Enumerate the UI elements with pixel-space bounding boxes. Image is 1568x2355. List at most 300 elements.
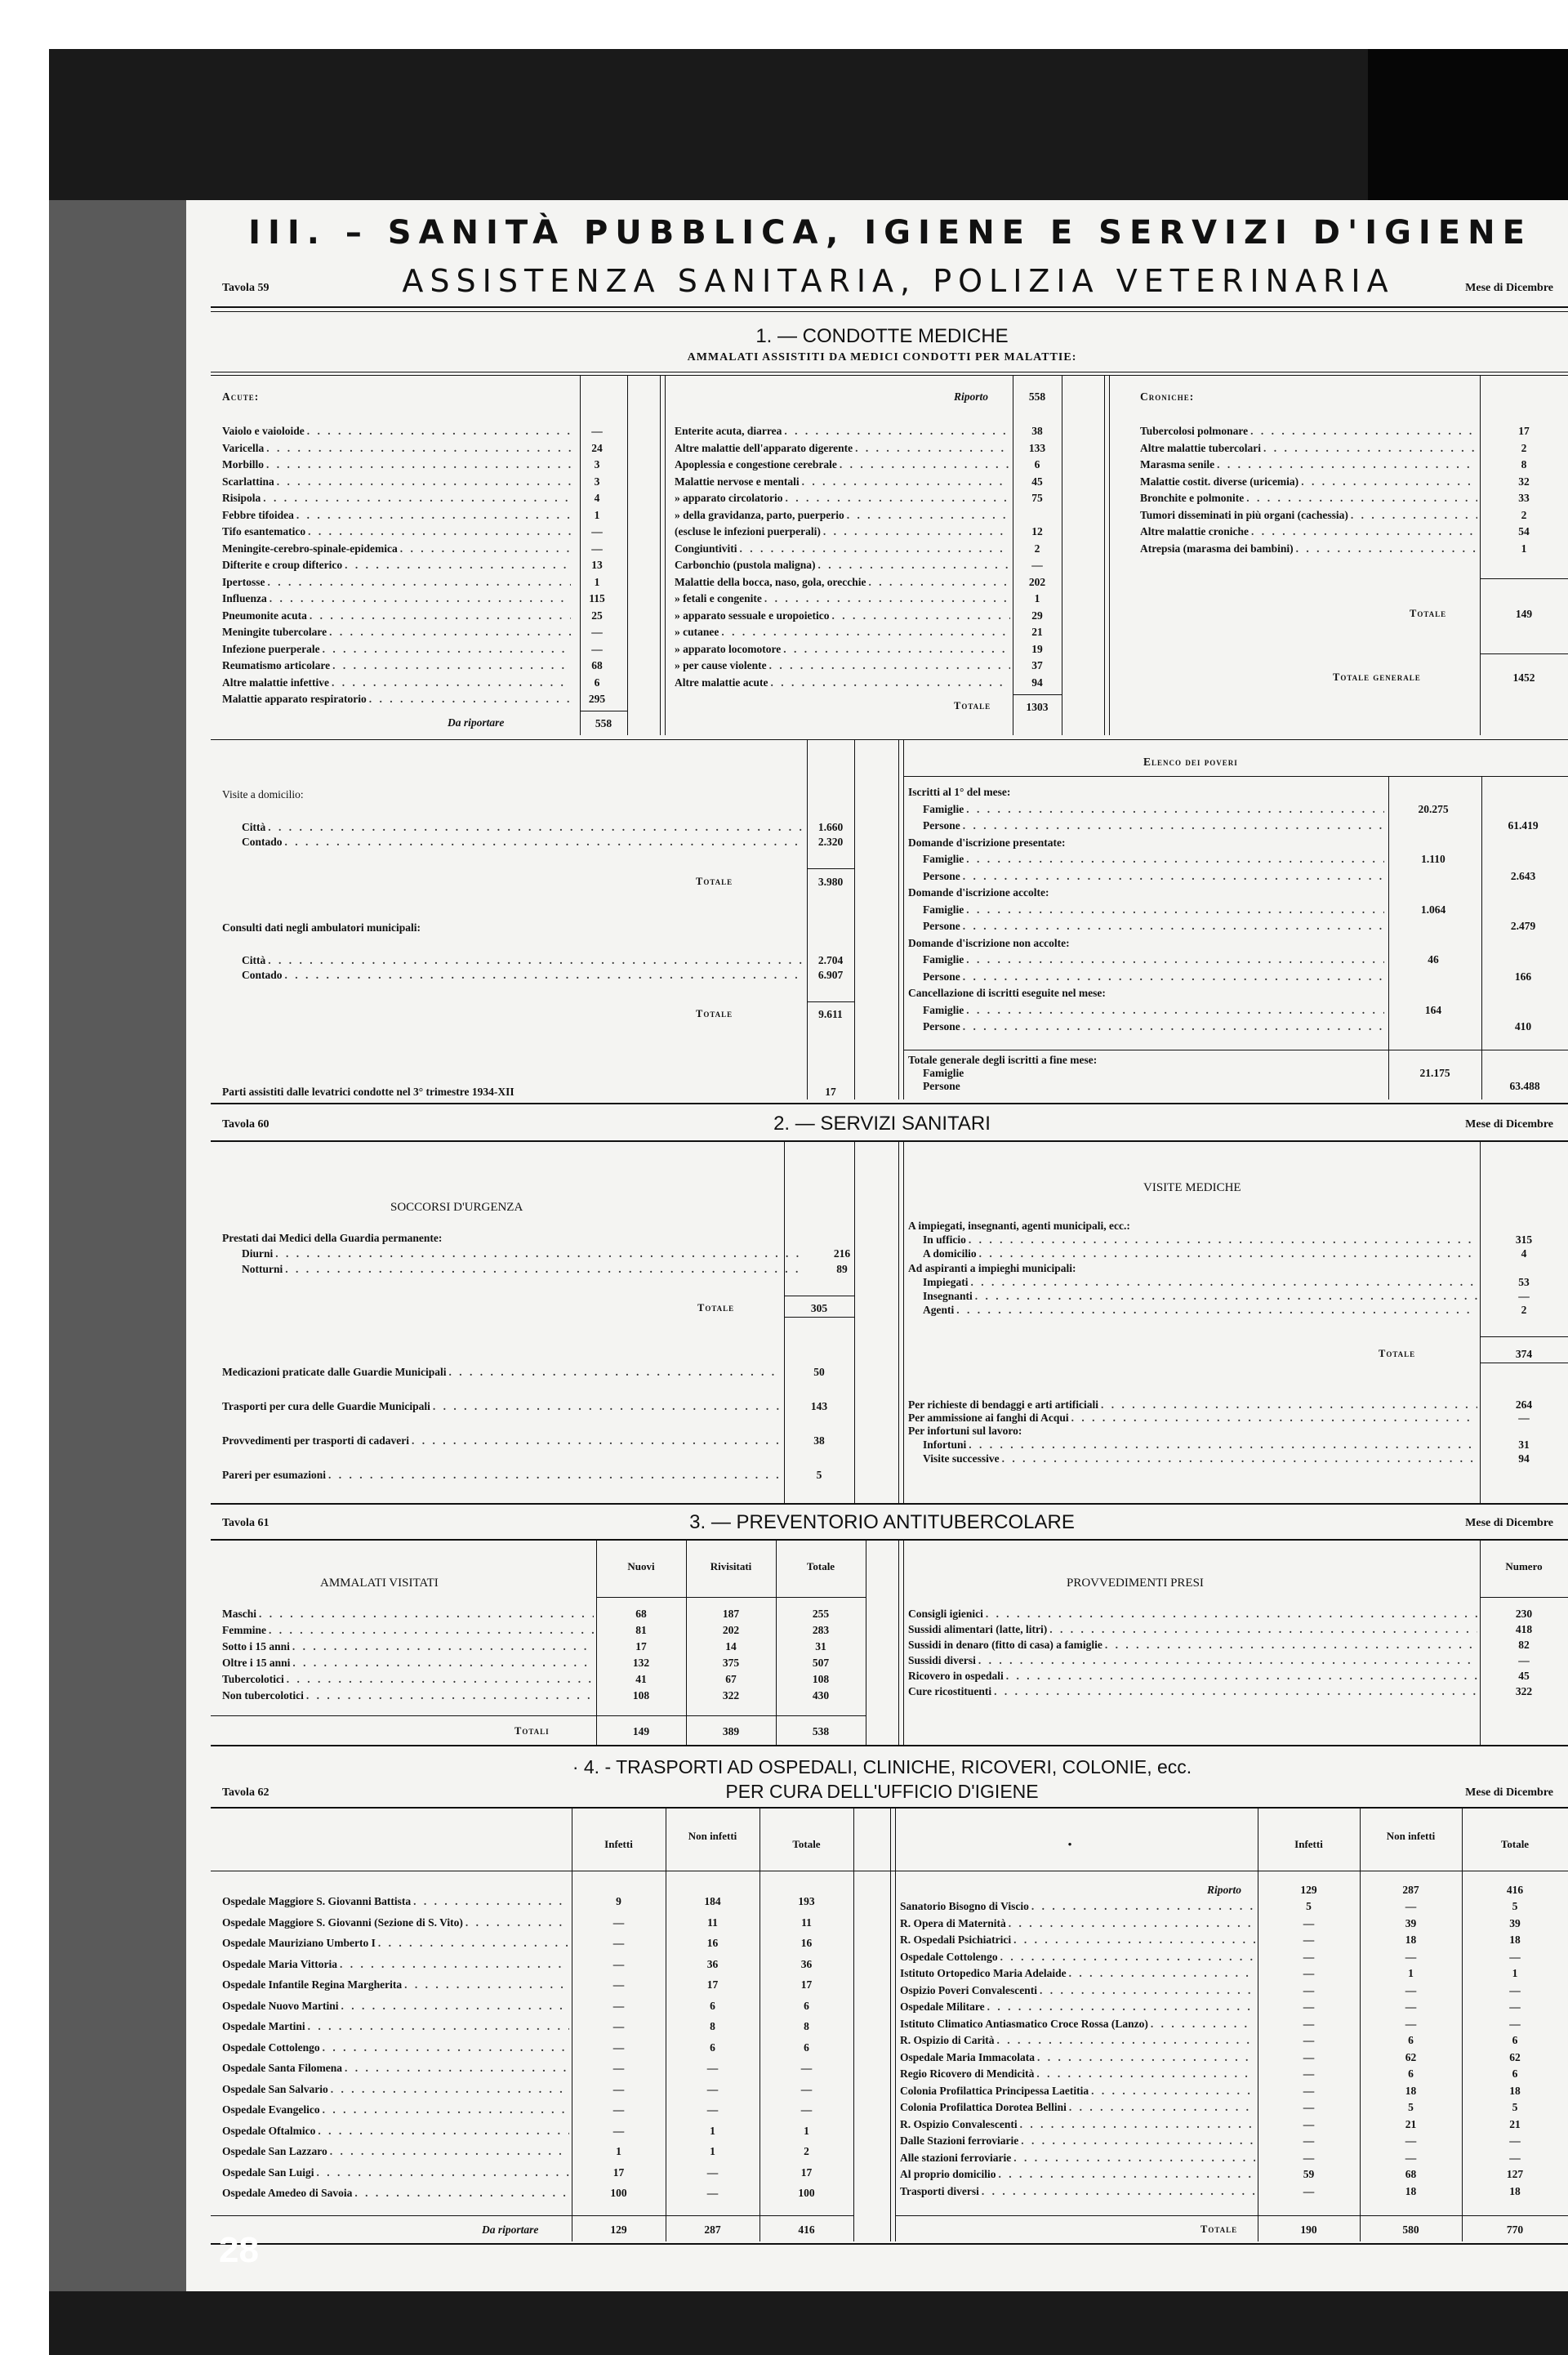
list-heading bbox=[908, 937, 1566, 954]
dot-leader bbox=[966, 853, 1384, 866]
list-item bbox=[908, 1020, 1566, 1037]
list-item bbox=[222, 1366, 825, 1400]
item-value: 1 bbox=[594, 508, 600, 521]
item-label: Famiglie bbox=[923, 903, 964, 916]
list-item bbox=[908, 1608, 1533, 1623]
list-item bbox=[242, 1247, 851, 1263]
row-cell-t: 127 bbox=[1506, 2168, 1524, 2180]
item-label: Impiegati bbox=[923, 1276, 969, 1288]
list-item bbox=[1140, 475, 1530, 493]
column-rule bbox=[854, 740, 855, 1099]
item-value: 12 bbox=[1031, 525, 1043, 537]
row-cell-t: — bbox=[1509, 2000, 1521, 2013]
dot-leader bbox=[1246, 492, 1477, 505]
row-cell-n: 8 bbox=[710, 2020, 715, 2032]
table-row bbox=[900, 2051, 1568, 2064]
dot-leader bbox=[433, 1400, 782, 1413]
col-infetti: Infetti bbox=[604, 1838, 633, 1850]
row-label: Alle stazioni ferroviarie bbox=[900, 2151, 1012, 2164]
row-label: Colonia Profilattica Dorotea Bellini bbox=[900, 2101, 1067, 2113]
row-cell-i: — bbox=[1303, 2000, 1315, 2013]
column-rule bbox=[853, 1809, 854, 2241]
item-label: Tubercolosi polmonare bbox=[1140, 425, 1249, 437]
row-cell-t: 39 bbox=[1509, 1916, 1521, 1929]
row-cell-t: 18 bbox=[1509, 2084, 1521, 2097]
list-item bbox=[222, 575, 600, 593]
table-row bbox=[222, 1689, 866, 1702]
dot-leader bbox=[1002, 1452, 1477, 1465]
row-label: Ospedale Maggiore S. Giovanni Battista bbox=[222, 1895, 412, 1907]
row-label: Ospedale Maggiore S. Giovanni (Sezione di S. Vito) bbox=[222, 1916, 463, 1929]
list-item bbox=[675, 592, 1040, 609]
provvedimenti-list bbox=[908, 1608, 1533, 1701]
section-rule bbox=[211, 2243, 1568, 2245]
list-item bbox=[222, 676, 600, 694]
consulti-list bbox=[242, 954, 844, 983]
row-cell-n: — bbox=[706, 2062, 719, 2074]
dot-leader bbox=[275, 1247, 804, 1260]
dot-leader bbox=[323, 2041, 569, 2054]
column-rule bbox=[627, 376, 628, 735]
row-cell-i: — bbox=[1303, 2101, 1315, 2113]
item-value: 24 bbox=[591, 441, 603, 454]
row-inner bbox=[900, 1967, 1568, 1980]
row-label: R. Ospizio Convalescenti bbox=[900, 2117, 1018, 2130]
column-rule bbox=[903, 1541, 904, 1745]
table-row bbox=[900, 2018, 1568, 2031]
tr-rp-totale: 416 bbox=[1506, 1884, 1524, 1896]
row-label: Ospedale Santa Filomena bbox=[222, 2062, 343, 2074]
bullet-icon: • bbox=[1067, 1838, 1072, 1850]
dot-leader bbox=[999, 2168, 1255, 2181]
item-label: Contado bbox=[242, 969, 283, 981]
altri-list bbox=[222, 1366, 828, 1503]
row-cell-i: — bbox=[1303, 2017, 1315, 2030]
list-item bbox=[222, 559, 603, 576]
subtotal-rule bbox=[807, 1001, 854, 1002]
row-label: Ospedale Martini bbox=[222, 2020, 305, 2032]
item-label: Sussidi alimentari (latte, litri) bbox=[908, 1623, 1048, 1635]
row-cell-n: 1 bbox=[1408, 1967, 1414, 1979]
item-value-b: 2.479 bbox=[1510, 920, 1536, 932]
row-cell-t: 16 bbox=[800, 1937, 813, 1949]
dot-leader bbox=[971, 1276, 1478, 1289]
col-numero: Numero bbox=[1505, 1560, 1543, 1572]
row-cell-n: 68 bbox=[1405, 2168, 1417, 2180]
parti-label: Parti assistiti dalle levatrici condotte nel 3° trimestre 1934-XII bbox=[222, 1086, 514, 1098]
row-cell-i: — bbox=[612, 1916, 625, 1929]
row-inner bbox=[222, 2103, 853, 2116]
item-value: 1 bbox=[1521, 542, 1527, 555]
row-cell-t: 11 bbox=[801, 1916, 812, 1929]
prestati-total-label: Totale bbox=[697, 1302, 735, 1314]
row-inner bbox=[900, 2101, 1568, 2114]
middle-list bbox=[675, 425, 1046, 693]
row-inner bbox=[900, 2168, 1568, 2181]
row-label: R. Opera di Maternità bbox=[900, 1916, 1006, 1929]
item-value: 3 bbox=[594, 475, 600, 488]
list-item bbox=[908, 819, 1566, 836]
item-value: 2 bbox=[1521, 508, 1527, 521]
row-cell-t: 8 bbox=[804, 2020, 809, 2032]
row-cell-t: 21 bbox=[1509, 2117, 1521, 2130]
row-inner bbox=[900, 2051, 1568, 2064]
list-item bbox=[242, 969, 844, 983]
row-cell-t: 255 bbox=[812, 1608, 830, 1620]
table-row bbox=[222, 1916, 853, 1929]
list-item bbox=[675, 525, 1043, 542]
row-inner bbox=[222, 2041, 853, 2054]
row-cell-n: 132 bbox=[632, 1657, 650, 1669]
croniche-list bbox=[1140, 425, 1530, 559]
ammalati-title: AMMALATI VISITATI bbox=[320, 1577, 439, 1590]
subtotal-rule bbox=[807, 868, 854, 869]
dot-leader bbox=[268, 576, 572, 589]
list-item bbox=[222, 642, 603, 660]
item-value: 75 bbox=[1031, 492, 1043, 504]
row-cell-t: 108 bbox=[812, 1673, 830, 1685]
impiegati-list bbox=[923, 1233, 1533, 1261]
item-value: 25 bbox=[591, 609, 603, 622]
item-value: 4 bbox=[1521, 1247, 1527, 1260]
dot-leader bbox=[1069, 2101, 1255, 2114]
dot-leader bbox=[1000, 1951, 1255, 1964]
list-heading bbox=[908, 786, 1566, 803]
row-cell-n: 18 bbox=[1405, 2084, 1417, 2097]
list-item bbox=[222, 492, 600, 509]
row-cell-n: — bbox=[1405, 2017, 1417, 2030]
row-cell-t: — bbox=[1509, 2134, 1521, 2147]
row-cell-n: 6 bbox=[710, 2041, 715, 2054]
col-non-infetti: Non infetti bbox=[688, 1830, 737, 1842]
item-value: 38 bbox=[813, 1434, 825, 1447]
column-rule bbox=[580, 376, 581, 735]
dot-leader bbox=[354, 2187, 569, 2200]
row-label: Femmine bbox=[222, 1624, 266, 1636]
item-label: Congiuntiviti bbox=[675, 542, 737, 555]
grand-total-label: Totale generale bbox=[1333, 671, 1421, 683]
col-infetti-r: Infetti bbox=[1294, 1838, 1323, 1850]
list-item bbox=[222, 609, 603, 627]
dot-leader bbox=[308, 2020, 569, 2033]
row-cell-i: — bbox=[612, 1978, 625, 1991]
tavola-label: Tavola 59 bbox=[222, 282, 270, 294]
item-label: Difterite e croup difterico bbox=[222, 559, 343, 571]
tavola-label: Tavola 60 bbox=[222, 1118, 270, 1131]
item-value: 295 bbox=[588, 693, 606, 705]
condotte-title: 1. — CONDOTTE MEDICHE bbox=[755, 325, 1009, 347]
row-cell-t: — bbox=[800, 2103, 813, 2116]
row-cell-i: — bbox=[1303, 1934, 1315, 1946]
dot-leader bbox=[847, 509, 1010, 522]
row-cell-n: 11 bbox=[707, 1916, 718, 1929]
table-row bbox=[900, 2134, 1568, 2148]
list-item bbox=[923, 1233, 1533, 1247]
item-label: Medicazioni praticate dalle Guardie Municipali bbox=[222, 1366, 447, 1378]
riporto-label: Riporto bbox=[954, 390, 989, 403]
row-label: Regio Ricovero di Mendicità bbox=[900, 2067, 1035, 2080]
subtotal-rule bbox=[1480, 1336, 1568, 1337]
col-nuovi: Nuovi bbox=[627, 1560, 655, 1572]
dot-leader bbox=[966, 953, 1384, 966]
row-cell-n: 5 bbox=[1408, 2101, 1414, 2113]
item-label: » cutanee bbox=[675, 626, 719, 638]
row-cell-t: 18 bbox=[1509, 1934, 1521, 1946]
table-row bbox=[222, 2020, 853, 2033]
dot-leader bbox=[1013, 1934, 1255, 1947]
table-row bbox=[222, 1937, 853, 1950]
dot-leader bbox=[1036, 2067, 1255, 2081]
item-value: 6 bbox=[594, 676, 600, 689]
dot-leader bbox=[1021, 2134, 1255, 2148]
dot-leader bbox=[268, 821, 804, 834]
subsection-heading: ASSISTENZA SANITARIA, POLIZIA VETERINARIA bbox=[402, 263, 1395, 299]
dot-leader bbox=[285, 836, 804, 849]
list-item bbox=[222, 592, 605, 609]
item-value: 2 bbox=[1521, 441, 1527, 454]
item-label: In ufficio bbox=[923, 1233, 966, 1246]
dot-leader bbox=[329, 626, 571, 639]
subtotal-rule bbox=[1480, 653, 1568, 654]
dot-leader bbox=[369, 693, 571, 706]
dot-leader bbox=[400, 542, 571, 555]
dot-leader bbox=[740, 542, 1010, 555]
item-value: 6 bbox=[1034, 458, 1040, 471]
row-cell-n: 6 bbox=[710, 1999, 715, 2012]
row-cell-r: 187 bbox=[722, 1608, 740, 1620]
row-label: Ospedale Cottolengo bbox=[900, 1950, 998, 1963]
dot-leader bbox=[306, 1689, 594, 1702]
item-value: 94 bbox=[1518, 1452, 1530, 1465]
dot-leader bbox=[277, 475, 571, 488]
tr-dr-non-infetti: 287 bbox=[704, 2223, 721, 2236]
row-cell-n: 39 bbox=[1405, 1916, 1417, 1929]
dot-leader bbox=[1217, 458, 1477, 471]
dot-leader bbox=[332, 676, 571, 689]
dot-leader bbox=[270, 592, 571, 605]
row-cell-t: 6 bbox=[804, 2041, 809, 2054]
row-cell-n: 17 bbox=[706, 1978, 719, 1991]
item-value-b: 2.643 bbox=[1510, 869, 1536, 882]
row-inner bbox=[222, 2166, 853, 2179]
table-row bbox=[900, 2085, 1568, 2098]
row-cell-i: 17 bbox=[612, 2165, 625, 2179]
item-label: Agenti bbox=[923, 1304, 955, 1316]
list-item bbox=[222, 693, 606, 710]
dot-leader bbox=[269, 1624, 594, 1637]
month-label: Mese di Dicembre bbox=[1465, 1786, 1553, 1799]
row-cell-t: — bbox=[1509, 1983, 1521, 1996]
table-row bbox=[222, 1673, 866, 1686]
list-item bbox=[675, 542, 1040, 560]
item-label: Ricovero in ospedali bbox=[908, 1670, 1004, 1682]
row-cell-n: 62 bbox=[1405, 2050, 1417, 2063]
subtotal-rule bbox=[784, 1317, 854, 1318]
list-item bbox=[908, 1639, 1530, 1654]
table-rule bbox=[903, 776, 1568, 777]
row-inner bbox=[222, 1673, 866, 1686]
row-cell-i: — bbox=[1303, 2067, 1315, 2080]
dot-leader bbox=[287, 1673, 594, 1686]
list-item bbox=[675, 659, 1043, 676]
list-item bbox=[923, 1304, 1527, 1318]
item-label: Per richieste di bendaggi e arti artificiali bbox=[908, 1398, 1098, 1411]
row-cell-n: 16 bbox=[706, 1937, 719, 1949]
item-label: Febbre tifoidea bbox=[222, 508, 294, 521]
item-value: 53 bbox=[1518, 1276, 1530, 1288]
item-label: Meningite-cerebro-spinale-epidemica bbox=[222, 542, 398, 555]
dot-leader bbox=[259, 1608, 594, 1621]
row-cell-n: 18 bbox=[1405, 1934, 1417, 1946]
item-label: Vaiolo e vaioloide bbox=[222, 425, 305, 437]
item-label: Domande d'iscrizione presentate: bbox=[908, 836, 1066, 849]
dot-leader bbox=[855, 442, 1010, 455]
item-label: Apoplessia e congestione cerebrale bbox=[675, 458, 837, 471]
list-item bbox=[222, 626, 603, 643]
dot-leader bbox=[266, 458, 571, 471]
row-cell-n: — bbox=[706, 2082, 719, 2095]
list-item bbox=[675, 458, 1040, 475]
item-value: 4 bbox=[594, 492, 600, 504]
row-inner bbox=[222, 2083, 853, 2096]
dot-leader bbox=[1031, 1900, 1255, 1913]
soccorsi-title: SOCCORSI D'URGENZA bbox=[390, 1201, 523, 1214]
row-cell-t: 1 bbox=[1512, 1967, 1518, 1979]
row-cell-i: — bbox=[1303, 2084, 1315, 2097]
row-cell-n: 6 bbox=[1408, 2067, 1414, 2080]
item-label: Varicella bbox=[222, 441, 265, 454]
row-label: R. Ospedali Psichiatrici bbox=[900, 1934, 1012, 1946]
row-cell-n: 41 bbox=[635, 1673, 647, 1685]
table-rule bbox=[211, 1715, 866, 1716]
table-row bbox=[222, 1608, 866, 1621]
row-inner bbox=[222, 1895, 853, 1908]
list-item bbox=[222, 1400, 828, 1434]
row-cell-n: 184 bbox=[704, 1895, 721, 1907]
row-inner bbox=[222, 1624, 866, 1637]
row-label: Tubercolotici bbox=[222, 1673, 284, 1685]
croniche-total-label: Totale bbox=[1410, 608, 1447, 619]
dot-leader bbox=[818, 559, 1010, 572]
row-label: Ospedale Nuovo Martini bbox=[222, 1999, 339, 2012]
item-value: 29 bbox=[1031, 609, 1043, 622]
row-inner bbox=[900, 2152, 1568, 2165]
table-row bbox=[900, 2000, 1568, 2014]
item-value: 6.907 bbox=[817, 969, 844, 981]
dot-leader bbox=[764, 592, 1010, 605]
scan-frame-bottom bbox=[49, 2291, 1568, 2355]
item-label: Reumatismo articolare bbox=[222, 659, 331, 671]
item-label: Insegnanti bbox=[923, 1290, 973, 1302]
row-cell-i: — bbox=[1303, 2117, 1315, 2130]
middle-total-label: Totale bbox=[954, 700, 991, 711]
table-row bbox=[900, 1934, 1568, 1947]
dot-leader bbox=[331, 2083, 569, 2096]
row-inner bbox=[222, 2145, 853, 2158]
item-value: 115 bbox=[589, 592, 605, 604]
item-value: 2 bbox=[1034, 542, 1040, 555]
item-label: » apparato locomotore bbox=[675, 642, 782, 655]
item-label: Sussidi in denaro (fitto di casa) a famiglie bbox=[908, 1639, 1102, 1651]
list-item bbox=[675, 575, 1046, 593]
item-value-a: 20.275 bbox=[1418, 802, 1449, 815]
list-item bbox=[222, 1434, 825, 1469]
list-item bbox=[1140, 542, 1527, 560]
dot-leader bbox=[997, 2034, 1255, 2047]
dot-leader bbox=[292, 1657, 594, 1670]
item-value: 133 bbox=[1028, 441, 1046, 454]
table-row bbox=[222, 2103, 853, 2116]
item-value: 322 bbox=[1515, 1685, 1533, 1697]
row-label: Oltre i 15 anni bbox=[222, 1657, 291, 1669]
dot-leader bbox=[285, 1263, 804, 1276]
row-inner bbox=[900, 2000, 1568, 2014]
item-label: Iscritti al 1° del mese: bbox=[908, 786, 1011, 798]
row-cell-t: 17 bbox=[800, 1978, 813, 1991]
dot-leader bbox=[318, 2125, 569, 2138]
item-value-a: 46 bbox=[1428, 953, 1439, 966]
row-cell-t: 100 bbox=[798, 2187, 815, 2199]
dot-leader bbox=[963, 1020, 1384, 1033]
item-label: Altre malattie infettive bbox=[222, 676, 329, 689]
item-value: 54 bbox=[1518, 525, 1530, 537]
item-label: Malattie costit. diverse (uricemia) bbox=[1140, 475, 1299, 488]
dot-leader bbox=[963, 970, 1384, 983]
item-value: — bbox=[591, 642, 603, 655]
item-label: Diurni bbox=[242, 1247, 274, 1260]
item-label: Per ammissione ai fanghi di Acqui bbox=[908, 1412, 1069, 1424]
item-label: Famiglie bbox=[923, 1003, 964, 1016]
row-inner bbox=[900, 1951, 1568, 1964]
list-item bbox=[1140, 458, 1527, 475]
col-totale: Totale bbox=[792, 1838, 821, 1850]
list-item bbox=[675, 425, 1043, 442]
dot-leader bbox=[963, 920, 1384, 933]
list-item bbox=[1140, 425, 1530, 442]
row-cell-t: 193 bbox=[798, 1895, 815, 1907]
dot-leader bbox=[310, 609, 571, 622]
prev-total-rivisitati: 389 bbox=[722, 1725, 740, 1737]
list-item bbox=[1140, 492, 1530, 509]
condotte-subtitle: AMMALATI ASSISTITI DA MEDICI CONDOTTI PER MALATTIE: bbox=[687, 351, 1077, 364]
item-value: — bbox=[1031, 559, 1043, 571]
item-label: » apparato sessuale e uropoietico bbox=[675, 609, 830, 622]
dot-leader bbox=[296, 509, 571, 522]
visite-title: VISITE MEDICHE bbox=[1143, 1181, 1241, 1194]
dot-leader bbox=[721, 626, 1010, 639]
item-label: » della gravidanza, parto, puerperio bbox=[675, 508, 844, 521]
item-label: Provvedimenti per trasporti di cadaveri bbox=[222, 1434, 409, 1447]
middle-total-value: 1303 bbox=[1026, 701, 1049, 713]
row-label: Ospedale San Luigi bbox=[222, 2165, 314, 2179]
list-item bbox=[242, 954, 844, 969]
row-cell-t: 31 bbox=[815, 1640, 826, 1653]
row-label: Colonia Profilattica Principessa Laetitia bbox=[900, 2084, 1089, 2097]
item-label: Tumori disseminati in più organi (cachessia) bbox=[1140, 508, 1348, 521]
column-rule bbox=[903, 1142, 904, 1503]
row-label: Trasporti diversi bbox=[900, 2184, 979, 2197]
dot-leader bbox=[994, 1685, 1477, 1698]
item-label: Visite successive bbox=[923, 1452, 1000, 1465]
row-cell-t: — bbox=[1509, 1950, 1521, 1963]
list-heading bbox=[908, 836, 1566, 854]
dot-leader bbox=[341, 2000, 569, 2013]
item-label: » per cause violente bbox=[675, 659, 767, 671]
col-non-infetti-r: Non infetti bbox=[1386, 1830, 1436, 1842]
row-label: Dalle Stazioni ferroviarie bbox=[900, 2134, 1019, 2147]
impiegati-label: A impiegati, insegnanti, agenti municipali, ecc.: bbox=[908, 1220, 1130, 1232]
dot-leader bbox=[1049, 1623, 1477, 1636]
